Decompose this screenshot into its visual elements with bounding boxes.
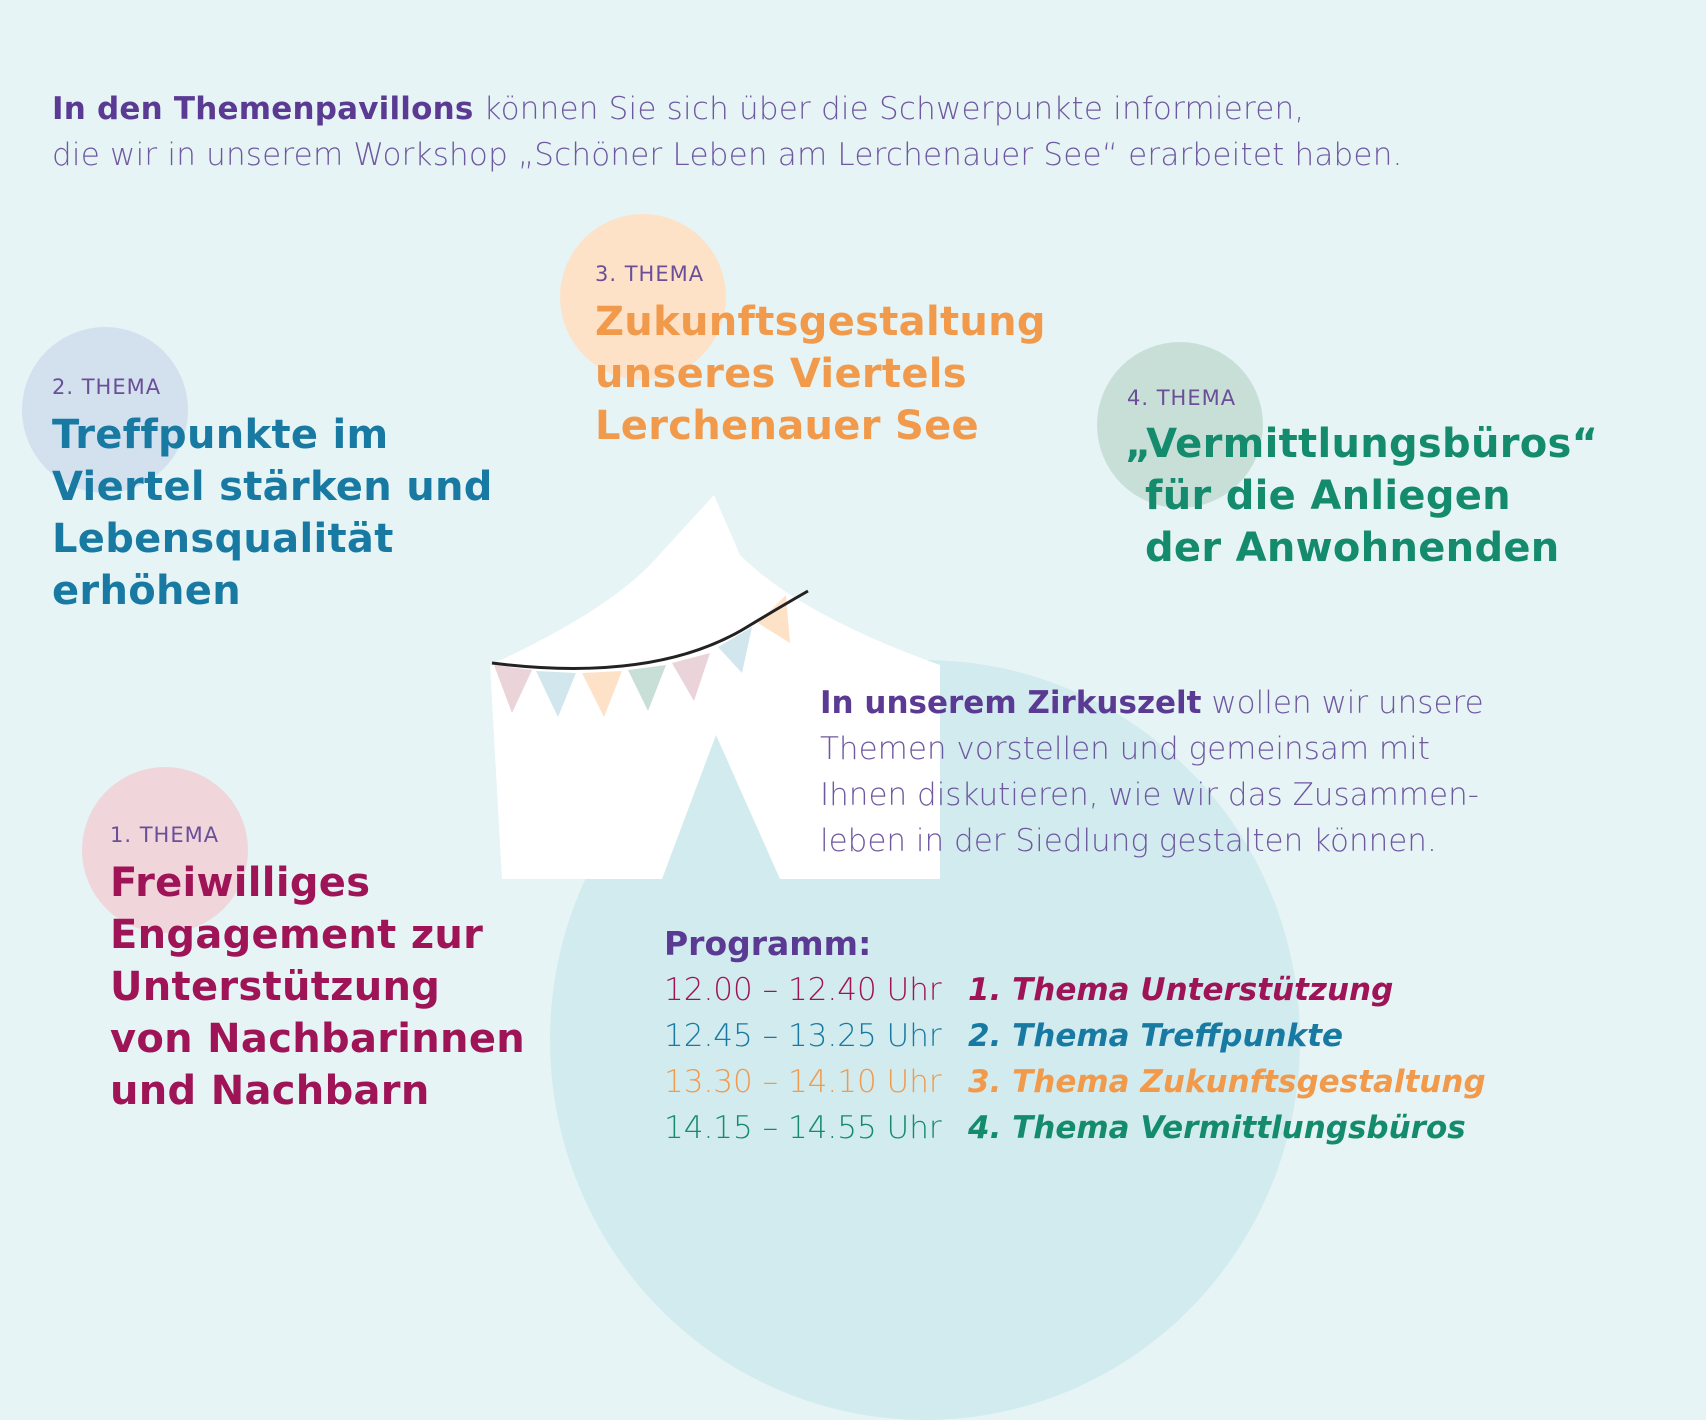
- thema2-title-line: Viertel stärken und: [52, 464, 493, 510]
- thema1-title: [110, 857, 525, 1117]
- programm-time: 14.15 – 14.55 Uhr: [664, 1110, 942, 1146]
- programm-topic: 2. Thema Treffpunkte: [968, 1018, 1344, 1054]
- intro-bold: In den Themenpavillons: [52, 91, 474, 127]
- intro-text: [52, 86, 1452, 178]
- programm-topic: 1. Thema Unterstützung: [968, 972, 1394, 1008]
- programm-time: 12.45 – 13.25 Uhr: [664, 1018, 942, 1054]
- thema2-title-line: erhöhen: [52, 568, 241, 614]
- thema1-label: 1. THEMA: [110, 823, 220, 847]
- zirkus-line4: leben in der Siedlung gestalten können.: [820, 823, 1437, 859]
- thema2-title-line: Lebensqualität: [52, 516, 394, 562]
- zirkus-text: [820, 680, 1520, 864]
- zirkus-line3: Ihnen diskutieren, wie wir das Zusammen-: [820, 777, 1479, 813]
- thema1-title-line: von Nachbarinnen: [110, 1016, 526, 1062]
- thema4-label: 4. THEMA: [1127, 386, 1237, 410]
- thema3-title-line: unseres Viertels: [595, 351, 967, 397]
- zirkus-line1: wollen wir unsere: [1201, 685, 1484, 721]
- thema1-title-line: Freiwilliges: [110, 860, 371, 906]
- thema2-label: 2. THEMA: [52, 375, 162, 399]
- thema3-title-line: Lerchenauer See: [595, 403, 979, 449]
- thema4-title-line: der Anwohnenden: [1145, 525, 1560, 571]
- programm-topic: 3. Thema Zukunftsgestaltung: [968, 1064, 1486, 1100]
- programm-heading: Programm:: [664, 924, 872, 963]
- intro-line1: können Sie sich über die Schwerpunkte informieren,: [473, 91, 1305, 127]
- zirkus-line2: Themen vorstellen und gemeinsam mit: [820, 731, 1430, 767]
- intro-line2: die wir in unserem Workshop „Schöner Leben am Lerchenauer See“ erarbeitet haben.: [52, 137, 1403, 173]
- thema2-title: [52, 409, 493, 617]
- zirkus-bold: In unserem Zirkuszelt: [820, 685, 1202, 721]
- thema3-title: [595, 296, 1046, 452]
- programm-time: 13.30 – 14.10 Uhr: [664, 1064, 942, 1100]
- thema2-title-line: Treffpunkte im: [52, 412, 389, 458]
- thema1-title-line: und Nachbarn: [110, 1068, 430, 1114]
- thema1-title-line: Unterstützung: [110, 964, 441, 1010]
- programm-time: 12.00 – 12.40 Uhr: [664, 972, 942, 1008]
- thema3-title-line: Zukunftsgestaltung: [595, 299, 1046, 345]
- thema4-title: [1125, 418, 1598, 574]
- thema4-title-line: für die Anliegen: [1145, 473, 1511, 519]
- thema4-title-line: „Vermittlungsbüros“: [1125, 421, 1599, 467]
- thema3-label: 3. THEMA: [595, 262, 705, 286]
- thema1-title-line: Engagement zur: [110, 912, 484, 958]
- programm-topic: 4. Thema Vermittlungsbüros: [968, 1110, 1466, 1146]
